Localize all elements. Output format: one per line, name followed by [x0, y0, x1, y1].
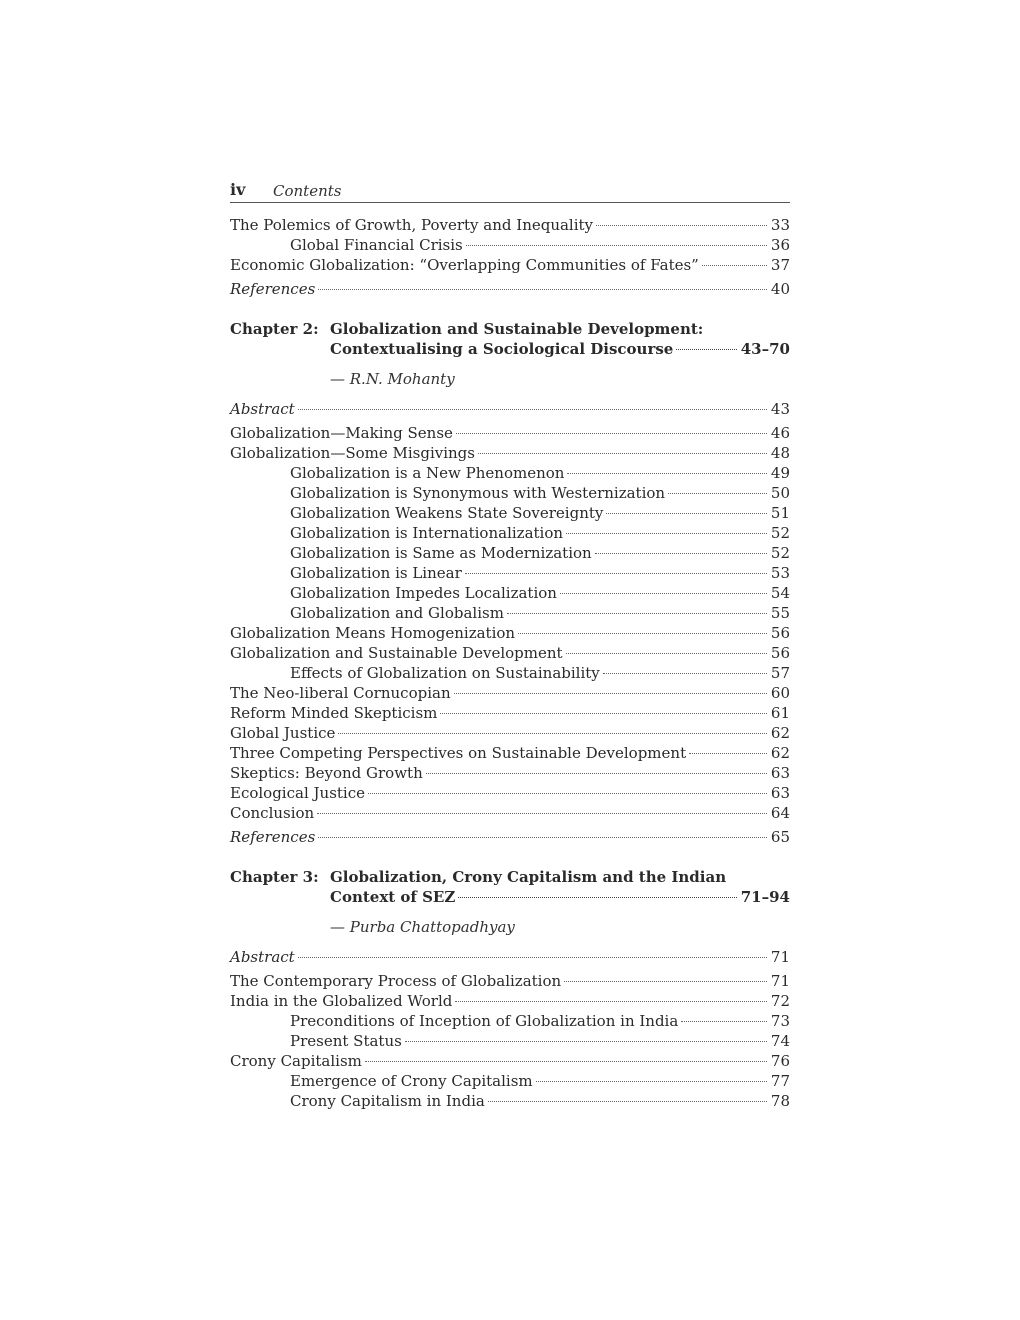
toc-entry[interactable]	[230, 663, 790, 683]
dot-leader	[298, 957, 767, 958]
toc-entry-title: The Neo-liberal Cornucopian	[230, 684, 451, 702]
dot-leader	[365, 1061, 767, 1062]
toc-entry-page: 49	[770, 464, 790, 482]
toc-entry[interactable]	[230, 643, 790, 663]
toc-entry-page: 74	[770, 1032, 790, 1050]
dot-leader	[668, 493, 767, 494]
toc-entry[interactable]	[230, 423, 790, 443]
toc-entry-page: 72	[770, 992, 790, 1010]
toc-entry-page: 63	[770, 764, 790, 782]
toc-entry-title: Globalization Weakens State Sovereignty	[290, 504, 604, 522]
dot-leader	[536, 1081, 767, 1082]
dot-leader	[456, 433, 767, 434]
chapter-pages: 43–70	[740, 340, 790, 358]
toc-entry-page: 63	[770, 784, 790, 802]
toc-entry-title: Global Financial Crisis	[290, 236, 463, 254]
toc-entry-page: 48	[770, 444, 790, 462]
toc-entry-page: 52	[770, 544, 790, 562]
toc-entry-page: 55	[770, 604, 790, 622]
toc-entry-page: 54	[770, 584, 790, 602]
toc-entry-title: Ecological Justice	[230, 784, 365, 802]
dot-leader	[465, 573, 767, 574]
toc-entry-title: Globalization is Synonymous with Westernization	[290, 484, 666, 502]
dot-leader	[518, 633, 767, 634]
toc-entry-title: The Contemporary Process of Globalization	[230, 972, 562, 990]
toc-entry-page: 52	[770, 524, 790, 542]
toc-entry-title: Effects of Globalization on Sustainability	[290, 664, 600, 682]
chapter-title-line2: Context of SEZ	[330, 888, 456, 906]
chapter-author: — R.N. Mohanty	[330, 370, 455, 388]
toc-entry-page: 53	[770, 564, 790, 582]
dot-leader	[702, 265, 767, 266]
toc-entry[interactable]	[230, 603, 790, 623]
dot-leader	[338, 733, 767, 734]
toc-entry-title: Crony Capitalism	[230, 1052, 362, 1070]
toc-entry-page: 46	[770, 424, 790, 442]
dot-leader	[298, 409, 767, 410]
toc-entry-title: Globalization Means Homogenization	[230, 624, 516, 642]
dot-leader	[566, 533, 767, 534]
chapter-2-entries	[230, 423, 790, 823]
toc-entry-page: 56	[770, 624, 790, 642]
page-number: iv	[230, 180, 246, 199]
toc-entry-page: 76	[770, 1052, 790, 1070]
toc-entry-title: Global Justice	[230, 724, 336, 742]
dot-leader	[454, 693, 767, 694]
dot-leader	[560, 593, 767, 594]
dot-leader	[606, 513, 767, 514]
toc-entry-page: 62	[770, 724, 790, 742]
toc-entry-title: Crony Capitalism in India	[290, 1092, 485, 1110]
toc-entry-title: Three Competing Perspectives on Sustainable Development	[230, 744, 687, 762]
toc-entry-title: Globalization is Internationalization	[290, 524, 564, 542]
toc-entry-page: 50	[770, 484, 790, 502]
toc-entry-title: Economic Globalization: “Overlapping Communities of Fates”	[230, 256, 699, 274]
toc-entry[interactable]	[230, 1031, 790, 1051]
contents-page	[230, 180, 790, 1111]
dot-leader	[595, 553, 767, 554]
toc-entry[interactable]	[230, 683, 790, 703]
toc-entry-page: 37	[770, 256, 790, 274]
chapter-title-line1: Globalization, Crony Capitalism and the Indian	[330, 868, 727, 886]
toc-entry[interactable]	[230, 255, 790, 275]
dot-leader	[317, 813, 767, 814]
toc-entry-page: 71	[770, 972, 790, 990]
chapter-3-entries	[230, 971, 790, 1111]
toc-references[interactable]: References 40	[230, 280, 790, 298]
toc-entry-title: Globalization is Same as Modernization	[290, 544, 592, 562]
toc-entry-page: 57	[770, 664, 790, 682]
toc-entry[interactable]	[230, 483, 790, 503]
toc-entry[interactable]	[230, 763, 790, 783]
toc-entry[interactable]	[230, 215, 790, 235]
toc-entry-page: 33	[770, 216, 790, 234]
chapter-heading[interactable]	[230, 319, 790, 359]
chapter-author: — Purba Chattopadhyay	[330, 918, 515, 936]
toc-entry[interactable]	[230, 523, 790, 543]
toc-entry[interactable]	[230, 563, 790, 583]
toc-entry-title: Globalization is a New Phenomenon	[290, 464, 565, 482]
toc-entry[interactable]	[230, 783, 790, 803]
dot-leader	[405, 1041, 767, 1042]
toc-entry[interactable]	[230, 543, 790, 563]
dot-leader	[478, 453, 767, 454]
dot-leader	[488, 1101, 767, 1102]
toc-entry-title: Globalization—Making Sense	[230, 424, 453, 442]
dot-leader	[440, 713, 767, 714]
dot-leader	[676, 349, 736, 350]
dot-leader	[603, 673, 767, 674]
chapter-pages: 71–94	[740, 888, 790, 906]
toc-entry-title: Globalization—Some Misgivings	[230, 444, 475, 462]
toc-entry-page: 56	[770, 644, 790, 662]
toc-entry[interactable]	[230, 971, 790, 991]
toc-entry-title: Present Status	[290, 1032, 402, 1050]
pre-entries	[230, 215, 790, 275]
toc-entry-page: 62	[770, 744, 790, 762]
toc-entry-page: 51	[770, 504, 790, 522]
toc-abstract[interactable]: Abstract 71	[230, 948, 790, 966]
toc-entry[interactable]	[230, 1011, 790, 1031]
dot-leader	[426, 773, 767, 774]
dot-leader	[689, 753, 767, 754]
table-of-contents	[230, 215, 790, 1111]
toc-entry-page: 73	[770, 1012, 790, 1030]
chapter-title-line2: Contextualising a Sociological Discourse	[330, 340, 674, 358]
toc-entry-title: Preconditions of Inception of Globalization in India	[290, 1012, 679, 1030]
chapter-heading[interactable]	[230, 867, 790, 907]
dot-leader	[507, 613, 767, 614]
dot-leader	[458, 897, 736, 898]
toc-entry[interactable]	[230, 723, 790, 743]
toc-entry[interactable]	[230, 803, 790, 823]
toc-entry-page: 77	[770, 1072, 790, 1090]
toc-entry-title: Globalization is Linear	[290, 564, 462, 582]
dot-leader	[318, 837, 767, 838]
dot-leader	[566, 653, 767, 654]
toc-entry[interactable]	[230, 463, 790, 483]
toc-entry-title: Globalization Impedes Localization	[290, 584, 557, 602]
dot-leader	[466, 245, 767, 246]
toc-entry[interactable]	[230, 1091, 790, 1111]
toc-entry-page: 36	[770, 236, 790, 254]
dot-leader	[681, 1021, 767, 1022]
toc-entry-title: Conclusion	[230, 804, 315, 822]
toc-entry-title: Skeptics: Beyond Growth	[230, 764, 423, 782]
toc-entry[interactable]	[230, 503, 790, 523]
running-header	[230, 180, 790, 203]
toc-entry[interactable]	[230, 623, 790, 643]
toc-entry[interactable]	[230, 1071, 790, 1091]
dot-leader	[564, 981, 767, 982]
toc-entry-title: Globalization and Sustainable Development	[230, 644, 563, 662]
dot-leader	[596, 225, 767, 226]
toc-entry[interactable]	[230, 991, 790, 1011]
toc-entry-title: Emergence of Crony Capitalism	[290, 1072, 533, 1090]
toc-entry[interactable]	[230, 443, 790, 463]
toc-entry-title: India in the Globalized World	[230, 992, 453, 1010]
toc-entry[interactable]	[230, 1051, 790, 1071]
dot-leader	[368, 793, 767, 794]
toc-entry[interactable]	[230, 743, 790, 763]
chapter-label: Chapter 3:	[230, 868, 319, 886]
toc-entry[interactable]	[230, 703, 790, 723]
toc-entry[interactable]	[230, 583, 790, 603]
dot-leader	[567, 473, 766, 474]
chapter-label: Chapter 2:	[230, 320, 319, 338]
dot-leader	[318, 289, 767, 290]
toc-entry-title: The Polemics of Growth, Poverty and Inequality	[230, 216, 594, 234]
toc-abstract[interactable]: Abstract 43	[230, 400, 790, 418]
toc-entry-page: 60	[770, 684, 790, 702]
toc-entry-title: Reform Minded Skepticism	[230, 704, 438, 722]
toc-entry-page: 61	[770, 704, 790, 722]
toc-entry[interactable]	[230, 235, 790, 255]
dot-leader	[455, 1001, 767, 1002]
toc-entry-page: 78	[770, 1092, 790, 1110]
toc-entry-page: 64	[770, 804, 790, 822]
chapter-title-line1: Globalization and Sustainable Development:	[330, 320, 704, 338]
toc-references[interactable]: References 65	[230, 828, 790, 846]
running-title: Contents	[273, 182, 342, 200]
toc-entry-title: Globalization and Globalism	[290, 604, 504, 622]
